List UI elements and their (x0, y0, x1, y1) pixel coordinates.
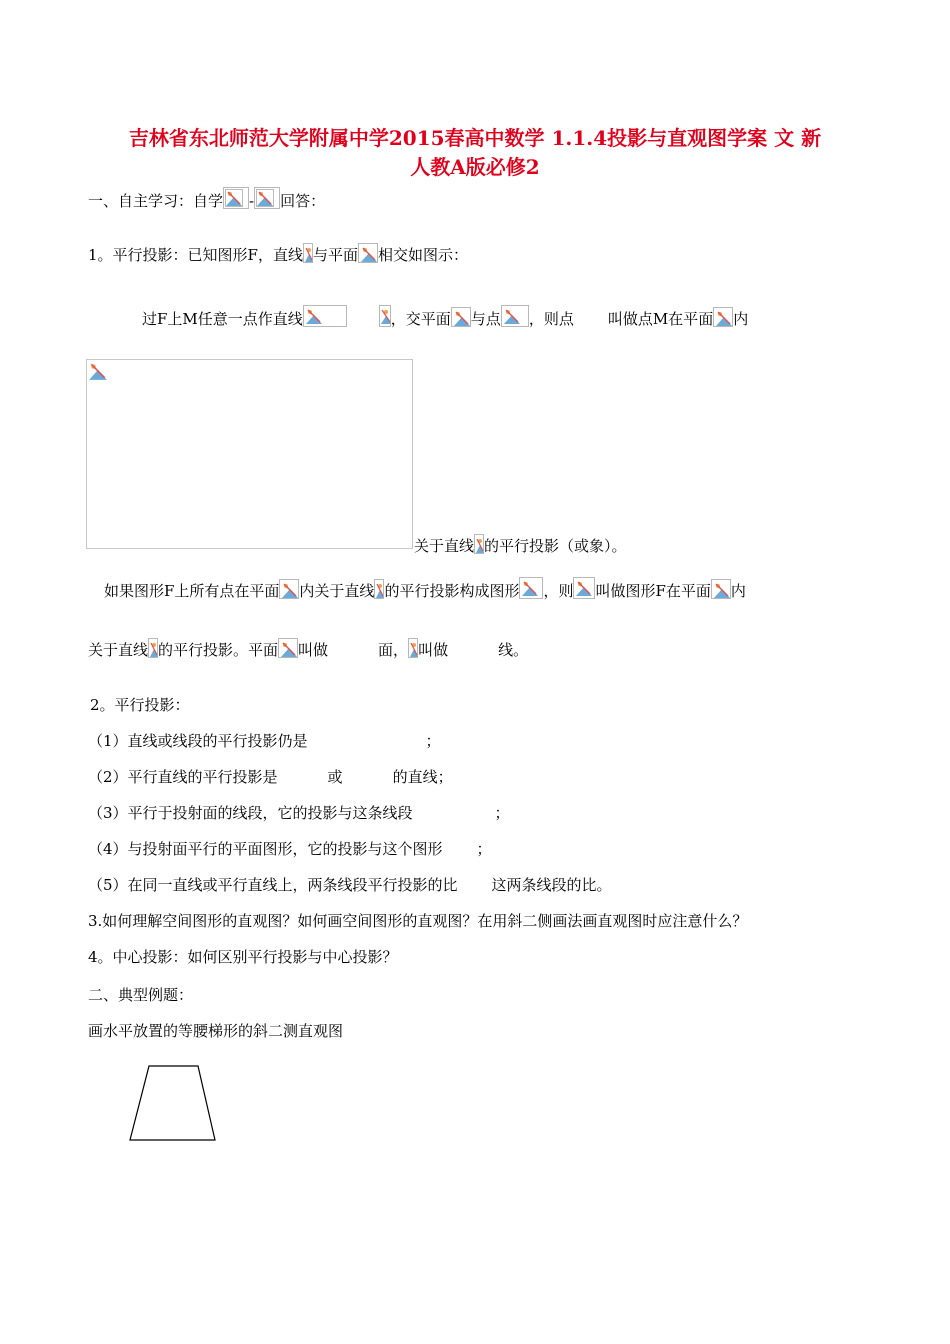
item2-line-4: （4）与投射面平行的平面图形，它的投影与这个图形 ； (88, 840, 492, 858)
broken-image-icon (711, 579, 731, 599)
trapezoid-shape (130, 1066, 215, 1140)
item1-paragraph-3: 如果图形F上所有点在平面 内关于直线 的平行投影构成图形 ，则 叫做图形F在平面 内 (104, 577, 746, 601)
item2-line-3: （3）平行于投射面的线段，它的投影与这条线段 ； (88, 804, 510, 822)
broken-image-icon (254, 187, 280, 209)
broken-image-icon (408, 638, 418, 658)
broken-image-icon (303, 305, 347, 327)
document-title-line-2: 人教A版必修2 (410, 155, 540, 179)
broken-image-icon (223, 187, 249, 209)
broken-image-icon (474, 534, 484, 554)
broken-image-icon (148, 638, 158, 658)
broken-image-icon (303, 243, 313, 263)
broken-image-icon (87, 360, 109, 382)
item1-paragraph-2: 关于直线 的平行投影（或象）。 (414, 534, 627, 556)
item1-paragraph-4: 关于直线 的平行投影。平面 叫做 面， 叫做 线。 (88, 638, 528, 660)
projection-figure-placeholder (86, 359, 413, 549)
broken-image-icon (374, 579, 384, 599)
broken-image-icon (713, 307, 733, 327)
broken-image-icon (501, 305, 529, 327)
broken-image-icon (519, 577, 543, 599)
section2-heading: 二、典型例题： (88, 986, 194, 1004)
item4-question: 4。中心投影：如何区别平行投影与中心投影？ (88, 948, 398, 966)
isosceles-trapezoid-figure (126, 1062, 220, 1146)
item3-question: 3.如何理解空间图形的直观图？如何画空间图形的直观图？在用斜二侧画法画直观图时应注意什么？ (88, 912, 748, 930)
item2-line-5: （5）在同一直线或平行直线上，两条线段平行投影的比 这两条线段的比。 (88, 876, 612, 894)
example-prompt: 画水平放置的等腰梯形的斜二测直观图 (88, 1022, 344, 1040)
broken-image-icon (573, 577, 595, 599)
broken-image-icon (451, 307, 471, 327)
broken-image-icon (379, 305, 391, 327)
document-title-line-1: 吉林省东北师范大学附属中学2015春高中数学 1.1.4投影与直观图学案 文 新 (128, 126, 822, 150)
broken-image-icon (279, 579, 299, 599)
item2-line-1: （1）直线或线段的平行投影仍是 ； (88, 732, 441, 750)
item1-paragraph-1: 过F上M任意一点作直线 ，交平面 与点 ，则点 叫做点M在平面 内 (142, 305, 748, 329)
item2-heading: 2。平行投影： (90, 696, 190, 714)
broken-image-icon (278, 638, 298, 658)
item1-intro: 1。平行投影：已知图形F，直线 与平面 相交如图示： (88, 243, 468, 265)
item2-line-2: （2）平行直线的平行投影是 或 的直线； (88, 768, 453, 786)
section1-heading: 一、自主学习：自学 - 回答： (88, 187, 325, 211)
broken-image-icon (358, 243, 378, 263)
